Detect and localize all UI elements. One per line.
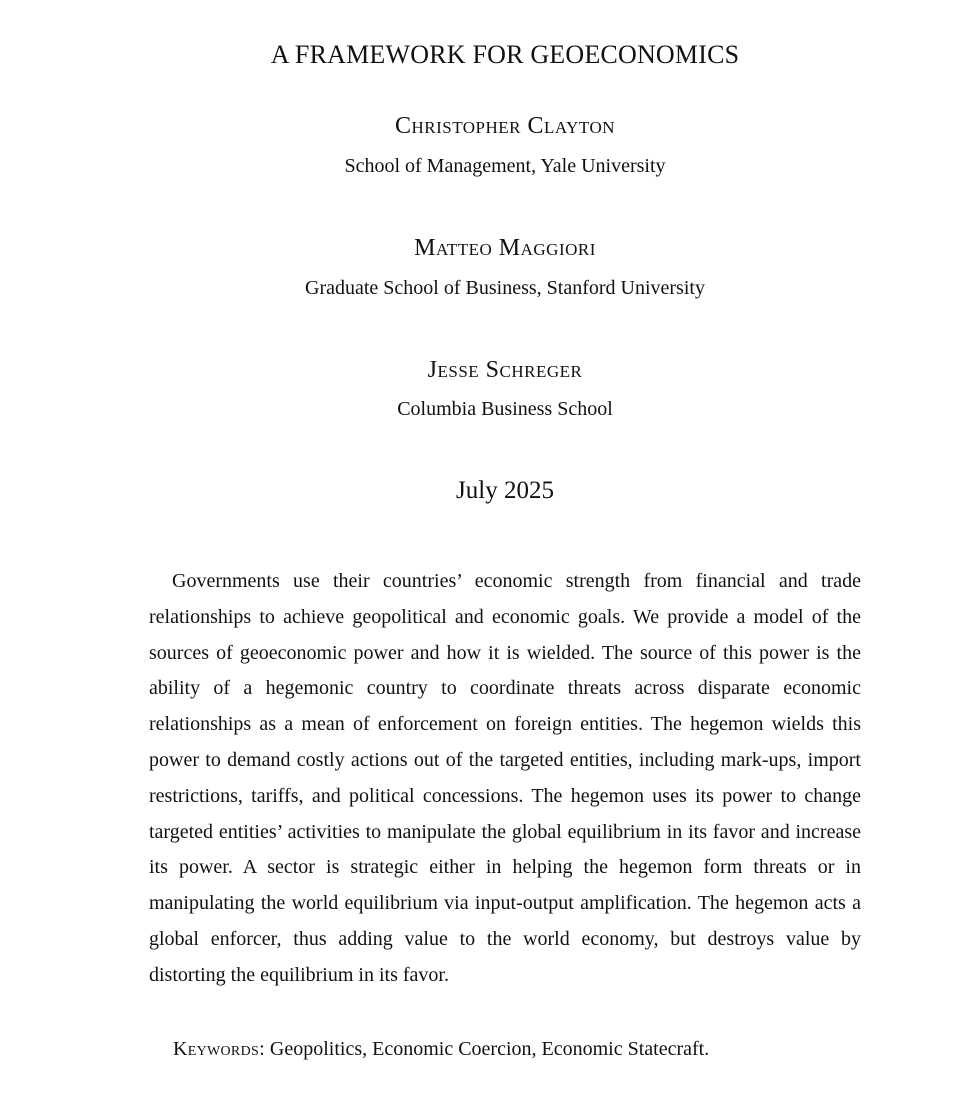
abstract-text: Governments use their countries’ economic strength from financial and trade relationships to achieve geopolitical and economic goals. We provide a model of the sources of geoeconomic power and how it is wielded. The source of this power is the ability of a hegemonic country to coordinate threats across disparate economic relationships as a mean of enforcement on foreign entities. The hegemon wields this power to demand costly actions out of the targeted entities, including mark-ups, import restrictions, tariffs, and political concessions. The hegemon uses its power to change targeted entities’ activities to manipulate the global equilibrium in its favor and increase its power. A sector is strategic either in helping the hegemon form threats or in manipulating the world equilibrium via input-output amplification. The hegemon acts a global enforcer, thus adding value to the world economy, but destroys value by distorting the equilibrium in its favor. [149, 570, 861, 986]
keywords-line [173, 1038, 709, 1061]
author-affiliation-2: Graduate School of Business, Stanford University [305, 277, 705, 299]
keywords-list: Geopolitics, Economic Coercion, Economic Statecraft. [269, 1038, 710, 1060]
paper-date: July 2025 [456, 477, 554, 504]
author-name-2: Matteo Maggiori [414, 235, 596, 261]
paper-title: A FRAMEWORK FOR GEOECONOMICS [270, 40, 740, 69]
author-affiliation-3: Columbia Business School [397, 398, 613, 420]
author-name-1: Christopher Clayton [394, 113, 616, 139]
author-name-3: Jesse Schreger [427, 357, 583, 383]
keywords-label: Keywords: [173, 1038, 265, 1060]
author-affiliation-1: School of Management, Yale University [344, 155, 666, 177]
